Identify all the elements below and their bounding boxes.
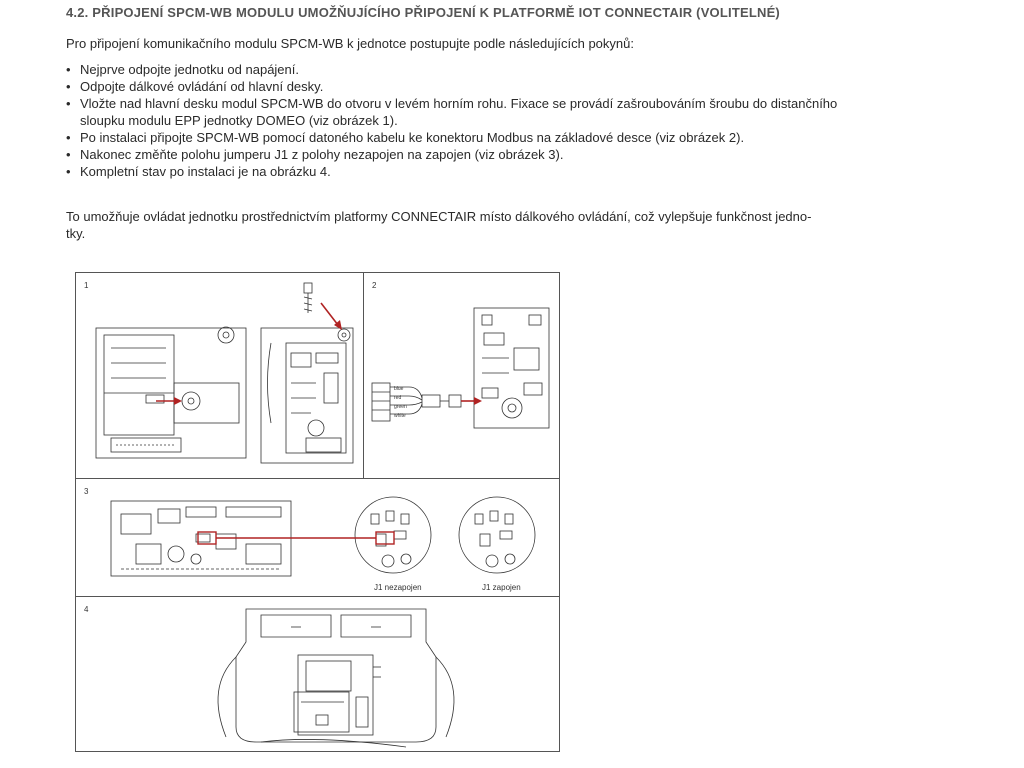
panel-1-illustration — [76, 273, 362, 477]
instruction-list — [66, 61, 946, 180]
list-item: • Nakonec změňte polohu jumperu J1 z polohy nezapojen na zapojen (viz obrázek 3). — [66, 146, 946, 163]
wire-label-white: white — [394, 413, 406, 419]
section-heading: 4.2. PŘIPOJENÍ SPCM-WB MODULU UMOŽŇUJÍCÍHO PŘIPOJENÍ K PLATFORMĚ IOT CONNECTAIR (VOLITELNÉ) — [66, 5, 780, 20]
list-item: • Odpojte dálkové ovládání od hlavní desky. — [66, 78, 946, 95]
wire-label-green: green — [394, 404, 407, 410]
panel-3-illustration — [76, 479, 559, 597]
panel-1 — [76, 273, 364, 479]
panel-number: 4 — [84, 605, 89, 614]
list-item-continuation — [66, 112, 946, 129]
panel-4-illustration — [76, 597, 559, 751]
panel-2-illustration — [364, 273, 559, 477]
caption-j1-connected: J1 zapojen — [482, 583, 521, 592]
wire-label-red: red — [394, 395, 402, 401]
list-item: • Nejprve odpojte jednotku od napájení. — [66, 61, 946, 78]
panel-4 — [76, 597, 559, 751]
panel-number: 3 — [84, 487, 89, 496]
closing-line-1: To umožňuje ovládat jednotku prostřednictvím platformy CONNECTAIR místo dálkového ovládání, což vylepšuje funkčnost jedno- — [66, 209, 812, 224]
installation-figure — [75, 272, 560, 752]
closing-line-2: tky. — [66, 226, 86, 241]
intro-paragraph: Pro připojení komunikačního modulu SPCM-WB k jednotce postupujte podle následujících pokynů: — [66, 36, 634, 51]
caption-j1-unconnected: J1 nezapojen — [374, 583, 422, 592]
closing-paragraph — [66, 208, 946, 242]
list-item: • Kompletní stav po instalaci je na obrázku 4. — [66, 163, 946, 180]
list-item: • Po instalaci připojte SPCM-WB pomocí datoného kabelu ke konektoru Modbus na základové desce (viz obrázek 2). — [66, 129, 946, 146]
panel-2 — [364, 273, 559, 479]
list-item: • Vložte nad hlavní desku modul SPCM-WB do otvoru v levém horním rohu. Fixace se provádí zašroubováním šroubu do distančního — [66, 95, 946, 112]
panel-number: 2 — [372, 281, 377, 290]
list-item-continuation-text: sloupku modulu EPP jednotky DOMEO (viz obrázek 1). — [80, 113, 398, 128]
wire-label-blue: blue — [394, 386, 404, 392]
panel-3 — [76, 479, 559, 597]
panel-number: 1 — [84, 281, 89, 290]
